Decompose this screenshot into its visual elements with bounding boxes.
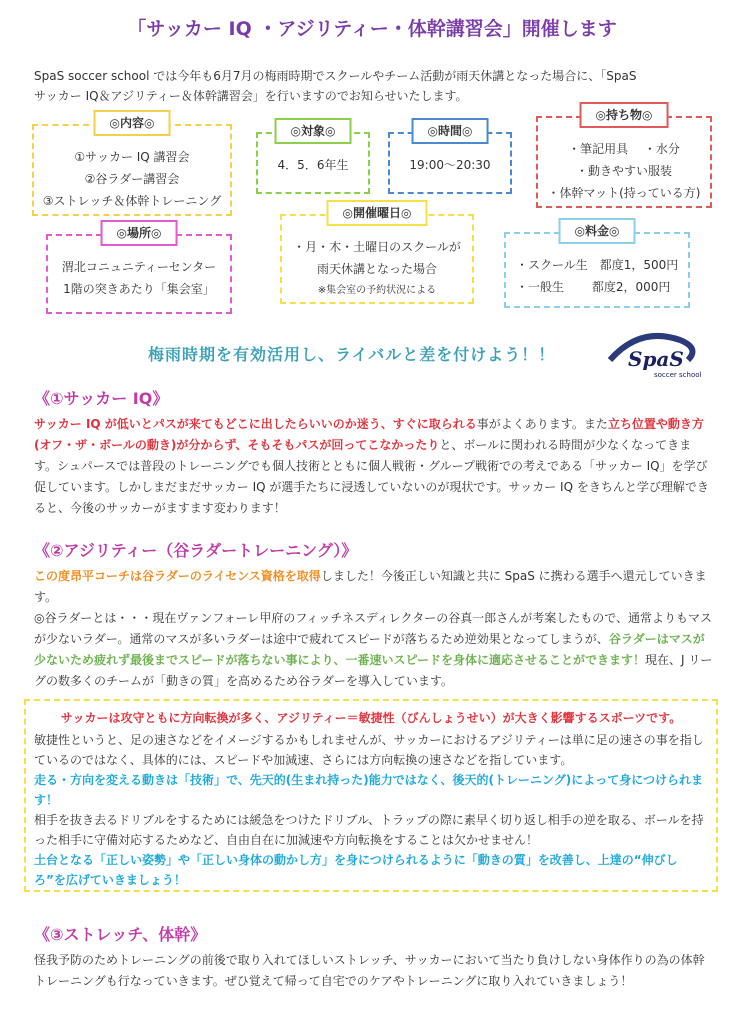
- day-line: 雨天休講となった場合: [316, 262, 437, 276]
- time-value: 19:00～20:30: [409, 158, 491, 172]
- spas-logo: [600, 330, 710, 380]
- target-value: 4．5．6年生: [277, 158, 349, 172]
- place-line: 1階の突きあたり「集会室」: [63, 282, 215, 296]
- items-line: ・体幹マット(持っている方): [547, 186, 701, 200]
- s1-highlight: 立ち位置や動き方(オフ・ザ・ボールの動き)が分からず、そもそもパスが回ってこなかったり: [34, 417, 704, 452]
- section1-text: [34, 414, 714, 519]
- agility-highlight: 走る・方向を変える動きは「技術」で、先天的(生まれ持った)能力ではなく、後天的(トレーニング)によって身につけられます！: [34, 773, 703, 807]
- s2-text: ◎谷ラダーとは・・・現在ヴァンフォーレ甲府のフィッチネスディレクターの谷真一郎さんが考案したもので、通常よりもマスが少ないラダー。通常のマスが多いラダーは途中で疲れてスピードが落ちるため逆効果となってしまうが、: [34, 611, 713, 646]
- section3-text: 怪我予防のためトレーニングの前後で取り入れてほしいストレッチ、サッカーにおいて当たり負けしない身体作りの為の体幹トレーニングも行なっていきます。ぜひ覚えて帰って自宅でのケアやトレーニングに取り入れていきましょう！: [34, 953, 705, 988]
- day-note: ※集会室の予約状況による: [317, 285, 437, 296]
- content-line: ①サッカー IQ 講習会: [74, 150, 190, 164]
- logo-sub: soccer school: [654, 371, 702, 379]
- logo-text: SpaS: [628, 347, 684, 371]
- s2-text: 現在、J リーグの数多くのチームが「動きの質」を高めるため谷ラダーを導入しています。: [34, 653, 713, 688]
- agility-text: 敏捷性というと、足の速さなどをイメージするかもしれませんが、サッカーにおけるアジリティーは単に足の速さの事を指しているのではなく、具体的には、スピードや加減速、さらには方向転換の速さなどを指しています。: [34, 733, 704, 767]
- section1-heading: 《①サッカー IQ》: [34, 389, 169, 408]
- fee-line: ・一般生 都度2，000円: [516, 280, 671, 294]
- s2-highlight: 谷ラダーはマスが少ないため疲れず最後までスピードが落ちない事により、一番速いスピードを身体に適応させることができます！: [34, 632, 705, 667]
- target-label: ◎対象◎: [275, 118, 352, 144]
- content-box: [32, 116, 232, 216]
- day-box: [280, 206, 474, 304]
- place-label: ◎場所◎: [101, 220, 178, 246]
- s1-text: と、ボールに関われる時間が少なくなってきます。シュパースでは普段のトレーニングでも個人技術とともに個人戦術・グループ戦術での考えである「サッカー IQ」を学び促しています。しかしまだまだサッカー IQ が選手たちに浸透していないのが現状です。サッカー IQ をきちんと学び理解できると、今後のサッカーがますます変わります！: [34, 438, 709, 515]
- s2-highlight: この度昂平コーチは谷ラダーのライセンス資格を取得: [34, 569, 321, 583]
- items-box: [536, 108, 712, 208]
- agility-text: 相手を抜き去るドリブルをするためには緩急をつけたドリブル、トラップの際に素早く切り返し相手の逆を取る、ボールを持った相手に守備対応するためなど、自由自在に加減速や方向転換をすることは欠かせません！: [34, 813, 704, 847]
- content-label: ◎内容◎: [94, 110, 171, 136]
- page-title: 「サッカー IQ ・アジリティー・体幹講習会」開催します: [127, 18, 617, 40]
- time-label: ◎時間◎: [412, 118, 489, 144]
- section2-text: [34, 566, 714, 692]
- agility-headline: サッカーは攻守ともに方向転換が多く、アジリティー＝敏捷性（びんしょうせい）が大きく影響するスポーツです。: [60, 711, 682, 725]
- agility-box: [24, 699, 718, 892]
- section2-heading: 《②アジリティー（谷ラダートレーニング）》: [34, 541, 358, 560]
- day-label: ◎開催曜日◎: [327, 200, 428, 226]
- logo-swoosh-icon: [600, 330, 710, 380]
- s2-text: しました！今後正しい知識と共に SpaS に携わる選手へ還元していきます。: [34, 569, 707, 604]
- slogan: 梅雨時期を有効活用し、ライバルと差を付けよう！！: [148, 345, 556, 364]
- items-label: ◎持ち物◎: [580, 102, 669, 128]
- fee-label: ◎料金◎: [559, 218, 636, 244]
- fee-box: [504, 224, 690, 308]
- target-box: [256, 124, 370, 194]
- place-box: [46, 226, 232, 314]
- fee-line: ・スクール生 都度1，500円: [516, 258, 679, 272]
- s1-text: 事がよくあります。また: [476, 417, 608, 431]
- intro-text: [34, 66, 724, 106]
- items-line: ・動きやすい服装: [575, 164, 672, 178]
- section3-heading: 《③ストレッチ、体幹》: [34, 925, 207, 944]
- s1-highlight: サッカー IQ が低いとパスが来てもどこに出したらいいのか迷う、すぐに取られる: [34, 417, 477, 431]
- intro-line-2: サッカー IQ＆アジリティー＆体幹講習会」を行いますのでお知らせいたします。: [34, 89, 468, 103]
- day-line: ・月・木・土曜日のスクールが: [293, 240, 461, 254]
- items-line: ・筆記用具 ・水分: [568, 142, 680, 156]
- place-line: 渭北コニュニティーセンター: [61, 260, 217, 274]
- content-line: ②谷ラダー講習会: [84, 172, 180, 186]
- agility-highlight: 土台となる「正しい姿勢」や「正しい身体の動かし方」を身につけられるように「動きの質」を改善し、上達の“伸びしろ”を広げていきましょう！: [34, 853, 678, 887]
- time-box: [388, 124, 512, 194]
- intro-line-1: SpaS soccer school では今年も6月7月の梅雨時期でスクールやチーム活動が雨天休講となった場合に、「SpaS: [34, 69, 637, 83]
- content-line: ③ストレッチ＆体幹トレーニング: [42, 194, 222, 208]
